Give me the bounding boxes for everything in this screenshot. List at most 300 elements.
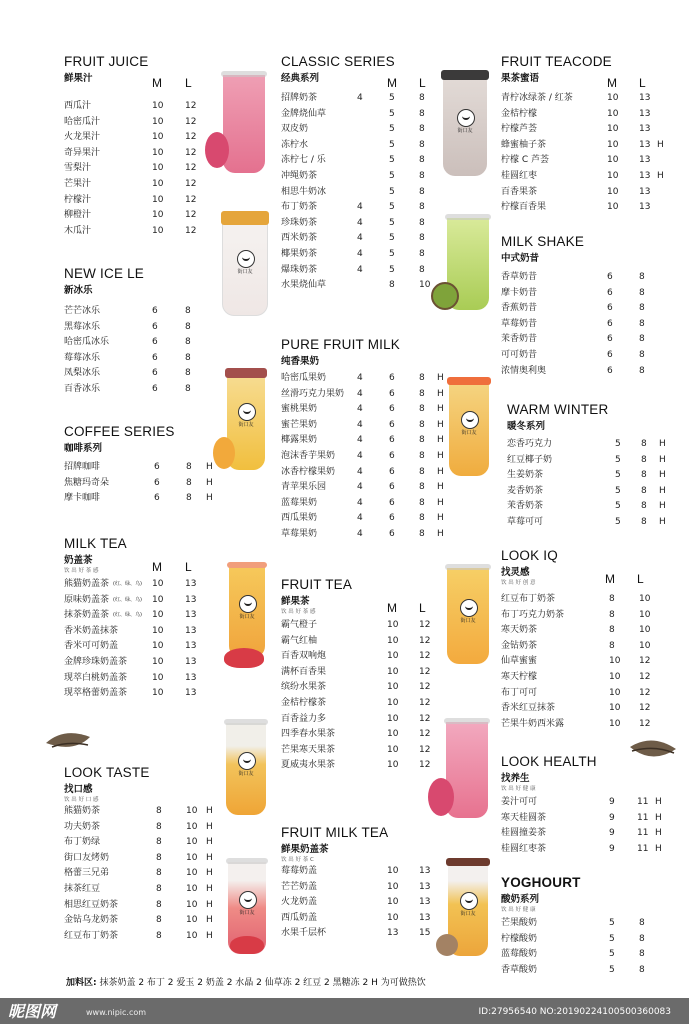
menu-item-price: 6 (389, 419, 395, 430)
menu-item-price: 10 (186, 837, 198, 848)
menu-item (507, 468, 672, 484)
col-header-m: M (605, 572, 615, 586)
section-note: 饮 出 好 口 感 (64, 797, 99, 803)
menu-item-price: 8 (419, 248, 425, 259)
menu-item-price: 5 (615, 470, 621, 481)
menu-item-name: 柠檬 C 芦荟 (501, 155, 550, 166)
menu-item-price: 6 (389, 466, 395, 477)
col-header-l: L (637, 572, 644, 586)
menu-item-name: 水果千层杯 (281, 928, 327, 939)
menu-item-price: 8 (419, 435, 425, 446)
menu-item-name: 布丁奶绿 (64, 837, 101, 848)
menu-item-price: 10 (186, 930, 198, 941)
menu-item-name: 莓莓冰乐 (64, 352, 101, 363)
menu-item-price: 8 (156, 883, 162, 894)
menu-item-price: 10 (152, 610, 164, 621)
drink-cup-image (226, 723, 266, 815)
col-header-l: L (185, 76, 192, 90)
menu-item-price: 8 (185, 321, 191, 332)
menu-item-price: 8 (641, 485, 647, 496)
mango-image (213, 437, 235, 469)
cup-lid (444, 718, 490, 724)
menu-item-price: 8 (186, 493, 192, 504)
menu-item-price: 6 (389, 482, 395, 493)
menu-item (281, 496, 451, 512)
section-title: FRUIT TEACODE (501, 54, 612, 69)
menu-item-name: 爆珠奶茶 (281, 264, 318, 275)
menu-item-price: 5 (389, 248, 395, 259)
menu-item-name: 麦香奶茶 (507, 485, 544, 496)
menu-item-price: 6 (389, 435, 395, 446)
menu-item-price: 5 (609, 949, 615, 960)
menu-item (64, 624, 214, 640)
menu-item-name: 摩卡咖啡 (64, 493, 101, 504)
watermark-url: www.nipic.com (86, 1008, 147, 1017)
menu-item-price: 9 (609, 797, 615, 807)
menu-item-price: 10 (152, 672, 164, 683)
brand-logo (460, 892, 478, 910)
section-title: LOOK HEALTH (501, 754, 597, 769)
menu-item (64, 99, 214, 115)
menu-item-price: 10 (152, 641, 164, 652)
menu-item-name: 浓情奥利奥 (501, 365, 547, 376)
menu-item-price: 12 (419, 729, 431, 740)
menu-item-price: 4 (357, 404, 363, 415)
hot-available-mark: H (659, 439, 666, 449)
hot-available-mark: H (206, 852, 213, 863)
menu-item (64, 366, 214, 382)
menu-item-price: 13 (185, 579, 197, 589)
menu-item (281, 138, 431, 154)
menu-item (64, 866, 224, 882)
menu-item-price: 8 (419, 528, 425, 539)
hot-available-mark: H (657, 139, 664, 150)
menu-item-price: 6 (389, 513, 395, 524)
menu-item-price: 12 (419, 682, 431, 693)
menu-item (281, 278, 431, 294)
passionfruit-image (436, 934, 458, 956)
menu-item-price: 12 (419, 713, 431, 724)
menu-item-price: 12 (185, 210, 197, 221)
menu-item-price: 5 (389, 155, 395, 166)
menu-item-name: 芒果汁 (64, 178, 92, 189)
menu-item-price: 5 (389, 202, 395, 213)
menu-item (281, 263, 431, 279)
section-subtitle: 找灵感 (501, 567, 530, 578)
brand-logo (461, 411, 479, 429)
menu-item (281, 743, 431, 759)
menu-item-price: 10 (186, 899, 198, 910)
menu-item (281, 231, 431, 247)
menu-item (64, 460, 224, 476)
menu-item-price: 9 (609, 843, 615, 854)
section-subtitle: 找口感 (64, 784, 93, 795)
hot-available-mark: H (659, 485, 666, 496)
section-subtitle: 暖冬系列 (507, 421, 546, 432)
menu-item-name: 百香果茶 (501, 186, 538, 197)
menu-item-price: 12 (185, 147, 197, 158)
hot-available-mark: H (437, 450, 444, 461)
menu-item-name: 黑莓冰乐 (64, 321, 101, 332)
menu-item-price: 5 (609, 918, 615, 928)
menu-list (64, 460, 224, 507)
col-header-l: L (419, 601, 426, 615)
menu-item-name: 布丁奶茶 (281, 202, 318, 213)
menu-item-price: 12 (639, 687, 651, 698)
menu-item-price: 8 (186, 477, 192, 488)
menu-list (64, 304, 214, 398)
menu-item-price: 6 (389, 450, 395, 461)
col-header-l: L (185, 560, 192, 574)
hot-available-mark: H (437, 419, 444, 430)
menu-item-price: 10 (419, 280, 431, 291)
hot-available-mark: H (437, 435, 444, 446)
menu-item-price: 13 (639, 108, 651, 119)
section-fruit-milk-tea (281, 825, 431, 942)
section-title: PURE FRUIT MILK (281, 337, 401, 352)
brand-logo (239, 595, 257, 613)
hot-available-mark: H (655, 797, 662, 807)
hot-available-mark: H (206, 462, 213, 472)
menu-item-price: 10 (387, 682, 399, 693)
section-subtitle: 经典系列 (281, 73, 320, 84)
menu-item-price: 8 (639, 318, 645, 329)
col-header-m: M (387, 601, 397, 615)
menu-item-price: 10 (387, 635, 399, 646)
menu-item-price: 5 (389, 170, 395, 181)
menu-item-price: 6 (389, 373, 395, 383)
menu-item-price: 10 (387, 866, 399, 876)
menu-item-name: 功夫奶茶 (64, 821, 101, 832)
menu-item (507, 515, 672, 531)
menu-item-price: 8 (156, 806, 162, 816)
menu-item-name: 可可奶昔 (501, 349, 538, 360)
menu-item-name: 双皮奶 (281, 124, 309, 135)
menu-item-price: 10 (387, 881, 399, 892)
menu-item-name: 芒芒奶盖 (281, 881, 318, 892)
menu-item (501, 592, 661, 608)
section-note: 饮 出 好 茶 感 (64, 568, 99, 574)
menu-item (281, 185, 431, 201)
menu-item-price: 8 (639, 365, 645, 376)
menu-item-price: 8 (186, 462, 192, 472)
menu-item-name: 相思牛奶冰 (281, 186, 327, 197)
menu-item-price: 10 (186, 883, 198, 894)
menu-item (501, 364, 661, 380)
cup-lid (225, 368, 267, 378)
menu-item-price: 11 (637, 797, 649, 807)
menu-item-name: 四季春水果茶 (281, 729, 336, 740)
menu-item (501, 826, 671, 842)
col-header-m: M (607, 76, 617, 90)
menu-item (64, 882, 224, 898)
drink-cup-image (447, 568, 489, 664)
menu-item-price: 8 (639, 933, 645, 944)
menu-item-price: 10 (152, 210, 164, 221)
menu-item-name: 青柠冰绿茶 / 红茶 (501, 93, 573, 103)
menu-item (281, 200, 431, 216)
menu-item-price: 8 (419, 217, 425, 228)
menu-item-name: 椰果奶茶 (281, 248, 318, 259)
menu-item-name: 熊猫奶茶 (64, 806, 101, 816)
menu-item-price: 8 (419, 264, 425, 275)
menu-item-price: 6 (152, 368, 158, 379)
section-coffee (64, 424, 224, 507)
section-milk-tea (64, 536, 214, 702)
menu-item-price: 10 (607, 108, 619, 119)
section-title: LOOK TASTE (64, 765, 150, 780)
menu-item (64, 115, 214, 131)
menu-item (281, 433, 451, 449)
drink-cup-image (443, 78, 487, 176)
menu-item-name: 椰露果奶 (281, 435, 318, 446)
menu-item (281, 511, 451, 527)
menu-item-name: 香草奶昔 (501, 272, 538, 282)
menu-item-price: 13 (419, 912, 431, 923)
menu-item-price: 12 (185, 132, 197, 143)
menu-item-name: 现萃白桃奶盖茶 (64, 672, 128, 683)
section-yoghourt (501, 875, 661, 978)
section-subtitle: 找养生 (501, 773, 530, 784)
menu-item-name: 熊猫奶盖茶 (64, 579, 110, 589)
menu-item-price: 8 (639, 949, 645, 960)
dragonfruit-image (428, 778, 454, 816)
menu-item-price: 8 (156, 837, 162, 848)
section-note: 饮 出 好 茶 感 (281, 609, 316, 615)
menu-item-price: 5 (389, 139, 395, 150)
menu-item-price: 6 (389, 497, 395, 508)
section-subtitle: 鲜果奶盖茶 (281, 844, 329, 855)
menu-item-price: 6 (152, 337, 158, 348)
menu-item (64, 130, 214, 146)
menu-item-name: 莓莓奶盖 (281, 866, 318, 876)
cup-lid (221, 71, 267, 77)
menu-item-price: 5 (389, 93, 395, 103)
col-header-l: L (639, 76, 646, 90)
section-pure-fruit-milk (281, 337, 451, 543)
menu-item-name: 水果烧仙草 (281, 280, 327, 291)
menu-item-price: 6 (154, 493, 160, 504)
menu-item-name: 蓝莓酸奶 (501, 949, 538, 960)
menu-item (281, 91, 431, 107)
menu-item-name: 桂圆红枣茶 (501, 843, 547, 854)
menu-item (64, 351, 214, 367)
menu-item-name: 蓝莓果奶 (281, 497, 318, 508)
menu-item (281, 864, 431, 880)
menu-item (281, 122, 431, 138)
menu-item (501, 932, 661, 948)
menu-item-price: 8 (419, 170, 425, 181)
menu-item-price: 10 (152, 194, 164, 205)
menu-item-name: 芒果寒天果茶 (281, 744, 336, 755)
hot-available-mark: H (437, 497, 444, 508)
menu-item-name: 红豆布丁奶茶 (501, 594, 556, 604)
section-title: FRUIT MILK TEA (281, 825, 389, 840)
menu-item-price: 10 (607, 155, 619, 166)
section-note: 饮 出 好 健 康 (501, 786, 536, 792)
menu-item-price: 12 (185, 101, 197, 111)
menu-item-price: 11 (637, 828, 649, 839)
menu-item (507, 453, 672, 469)
menu-item-name: 柠檬汁 (64, 194, 92, 205)
menu-item-price: 6 (607, 349, 613, 360)
col-header-m: M (152, 76, 162, 90)
section-title: MILK SHAKE (501, 234, 585, 249)
hot-available-mark: H (659, 454, 666, 465)
menu-item (64, 913, 224, 929)
section-subtitle: 酸奶系列 (501, 894, 540, 905)
menu-item-price: 5 (389, 264, 395, 275)
brand-name: 街口友 (237, 268, 253, 275)
add-ons-bar (66, 975, 426, 988)
menu-item-price: 10 (607, 139, 619, 150)
menu-item-name: 百香益力多 (281, 713, 327, 724)
menu-item-price: 8 (419, 202, 425, 213)
menu-item (501, 916, 661, 932)
menu-item-price: 10 (639, 594, 651, 604)
menu-list (501, 91, 671, 216)
menu-item (64, 671, 214, 687)
menu-item-price: 13 (185, 625, 197, 636)
section-milk-shake (501, 234, 661, 379)
menu-item-price: 8 (419, 186, 425, 197)
section-subtitle: 中式奶昔 (501, 253, 540, 264)
hot-available-mark: H (437, 404, 444, 415)
menu-item (281, 911, 431, 927)
menu-item-price: 6 (607, 272, 613, 282)
menu-item-price: 10 (609, 703, 621, 714)
hot-available-mark: H (659, 501, 666, 512)
menu-item (281, 727, 431, 743)
brand-logo (239, 891, 257, 909)
menu-item-name: 金钻乌龙奶茶 (64, 915, 119, 926)
menu-item-price: 13 (185, 656, 197, 667)
menu-item-price: 12 (639, 656, 651, 667)
menu-item-price: 10 (609, 656, 621, 667)
menu-item-price: 8 (156, 915, 162, 926)
brand-name: 街口友 (460, 617, 476, 624)
menu-item-name: 香米可可奶盖 (64, 641, 119, 652)
section-title: LOOK IQ (501, 548, 558, 563)
menu-item-note: (红、绿、乌) (113, 612, 142, 619)
menu-item-name: 草莓果奶 (281, 528, 318, 539)
menu-item-name: 西瓜奶盖 (281, 912, 318, 923)
menu-item-price: 5 (609, 964, 615, 975)
menu-item-name: 香草酸奶 (501, 964, 538, 975)
section-look-iq (501, 548, 661, 732)
menu-item-name: 火龙奶盖 (281, 897, 318, 908)
cup-lid (224, 719, 268, 725)
menu-item (64, 804, 224, 820)
section-title: YOGHOURT (501, 875, 581, 890)
menu-item-name: 相思红豆奶茶 (64, 899, 119, 910)
menu-item-price: 8 (641, 516, 647, 527)
menu-item-name: 街口友烤奶 (64, 852, 110, 863)
menu-item-price: 8 (639, 918, 645, 928)
menu-item-price: 13 (639, 186, 651, 197)
menu-item-price: 8 (609, 625, 615, 636)
menu-item (501, 654, 661, 670)
cup-lid (445, 564, 491, 570)
menu-item-price: 8 (641, 454, 647, 465)
col-header-m: M (387, 76, 397, 90)
menu-item (507, 484, 672, 500)
tea-leaf-icon (626, 733, 678, 765)
menu-item-price: 5 (389, 217, 395, 228)
menu-item-price: 13 (639, 155, 651, 166)
menu-item-price: 10 (152, 688, 164, 699)
menu-item-name: 哈密瓜冰乐 (64, 337, 110, 348)
menu-item-price: 4 (357, 528, 363, 539)
menu-item-name: 抹茶奶盖茶 (64, 610, 110, 621)
section-fruit-juice (64, 54, 214, 239)
section-note: 饮 出 好 茶 C (281, 857, 314, 863)
menu-item-price: 10 (387, 697, 399, 708)
menu-item-name: 招牌奶茶 (281, 93, 318, 103)
add-ons-text: 抹茶奶盖 2 布丁 2 爱玉 2 奶盖 2 水晶 2 仙草冻 2 红豆 2 黑糖冻 2 H 为可做热饮 (99, 978, 426, 988)
hot-available-mark: H (206, 868, 213, 879)
menu-item-price: 5 (615, 501, 621, 512)
menu-list (281, 371, 451, 543)
menu-item-name: 雪梨汁 (64, 163, 92, 174)
menu-item-name: 冰香柠檬果奶 (281, 466, 336, 477)
menu-item-price: 6 (152, 352, 158, 363)
menu-item-name: 西米奶茶 (281, 233, 318, 244)
section-title: CLASSIC SERIES (281, 54, 395, 69)
menu-item-price: 10 (387, 713, 399, 724)
menu-item-name: 布丁巧克力奶茶 (501, 609, 565, 620)
menu-item (64, 304, 214, 320)
menu-item-price: 5 (615, 454, 621, 465)
menu-item-name: 茉香奶茶 (507, 501, 544, 512)
menu-item-price: 8 (609, 640, 615, 651)
menu-item-name: 霸气红柚 (281, 635, 318, 646)
menu-item-price: 10 (186, 852, 198, 863)
menu-item-price: 10 (186, 915, 198, 926)
cup-lid (447, 377, 491, 385)
menu-item-price: 8 (419, 139, 425, 150)
menu-item-price: 6 (154, 477, 160, 488)
brand-logo (460, 599, 478, 617)
menu-item-name: 寒天桂圆茶 (501, 812, 547, 823)
menu-item-price: 10 (387, 912, 399, 923)
brand-logo (238, 752, 256, 770)
menu-item-price: 10 (387, 729, 399, 740)
menu-item-name: 生姜奶茶 (507, 470, 544, 481)
section-note: 饮 出 好 创 意 (501, 580, 536, 586)
menu-item-price: 8 (156, 899, 162, 910)
menu-item-price: 13 (419, 866, 431, 876)
section-title: MILK TEA (64, 536, 127, 551)
menu-item-price: 8 (609, 594, 615, 604)
hot-available-mark: H (437, 388, 444, 399)
menu-item-name: 蜜桃果奶 (281, 404, 318, 415)
menu-item (501, 169, 671, 185)
menu-item-name: 冲绳奶茶 (281, 170, 318, 181)
menu-item-price: 8 (185, 368, 191, 379)
drink-cup-image (223, 75, 265, 173)
menu-item-price: 4 (357, 466, 363, 477)
menu-item-price: 8 (419, 466, 425, 477)
menu-item-name: 香蕉奶昔 (501, 303, 538, 314)
menu-item-price: 8 (419, 513, 425, 524)
menu-item-price: 10 (152, 579, 164, 589)
menu-item-price: 4 (357, 419, 363, 430)
menu-item-price: 12 (639, 703, 651, 714)
col-header-l: L (419, 76, 426, 90)
hot-available-mark: H (206, 806, 213, 816)
menu-item-name: 柠檬百香果 (501, 202, 547, 213)
